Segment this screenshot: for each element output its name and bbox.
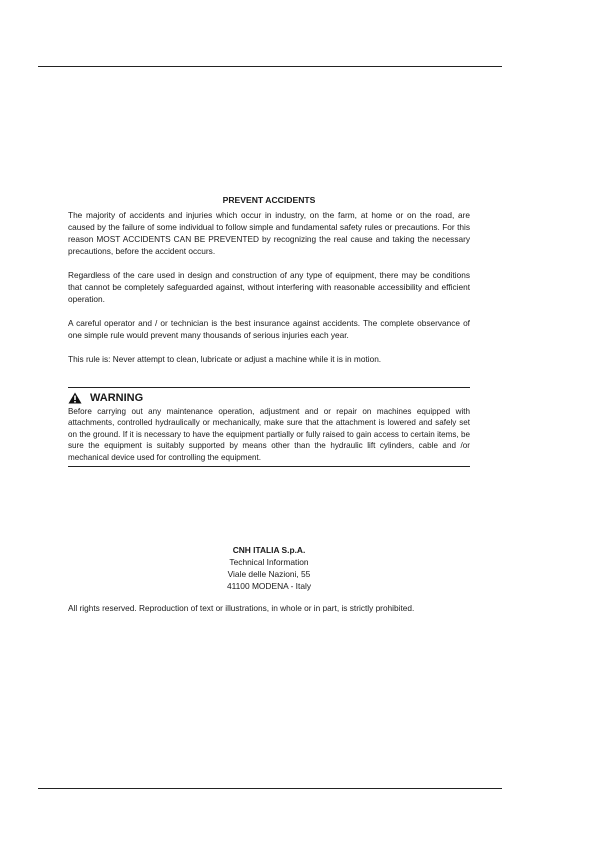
company-name: CNH ITALIA S.p.A. bbox=[232, 545, 306, 555]
warning-box bbox=[68, 387, 470, 467]
paragraph: The majority of accidents and injuries which occur in industry, on the farm, at home or on the road, are caused by the failure of some individual to follow simple and fundamental safety rules or precautions. For this reason MOST ACCIDENTS CAN BE PREVENTED by recognizing the real cause and taking the necessary precautions, before the accident occurs. bbox=[68, 210, 470, 256]
top-rule bbox=[38, 66, 502, 67]
bottom-rule bbox=[38, 788, 502, 789]
paragraph: Regardless of the care used in design and construction of any type of equipment, there may be conditions that cannot be completely safeguarded against, without interfering with reasonable accessibility and efficient operation. bbox=[68, 270, 470, 304]
company-department: Technical Information bbox=[229, 557, 309, 567]
rights-notice: All rights reserved. Reproduction of text or illustrations, in whole or in part, is strictly prohibited. bbox=[68, 603, 415, 613]
warning-text: Before carrying out any maintenance operation, adjustment and or repair on machines equipped with attachments, controlled hydraulically or mechanically, make sure that the attachment is lowered and safely set on the ground. If it is necessary to have the equipment partially or fully raised to gain access to certain items, be sure the equipment is suitably supported by means other than the hydraulic lift cylinders, cable and /or mechanical device used for controlling the equipment. bbox=[68, 407, 470, 462]
company-street: Viale delle Nazioni, 55 bbox=[227, 569, 311, 579]
safety-section bbox=[68, 194, 470, 467]
warning-triangle-icon bbox=[68, 392, 82, 404]
warning-title: WARNING bbox=[90, 392, 144, 404]
paragraph: This rule is: Never attempt to clean, lubricate or adjust a machine while it is in motion. bbox=[68, 354, 382, 364]
section-heading: PREVENT ACCIDENTS bbox=[222, 195, 316, 205]
warning-header bbox=[68, 391, 470, 405]
company-address bbox=[68, 544, 470, 592]
paragraph: A careful operator and / or technician is the best insurance against accidents. The complete observance of one simple rule would prevent many thousands of serious injuries each year. bbox=[68, 318, 470, 340]
company-city: 41100 MODENA - Italy bbox=[226, 581, 312, 591]
